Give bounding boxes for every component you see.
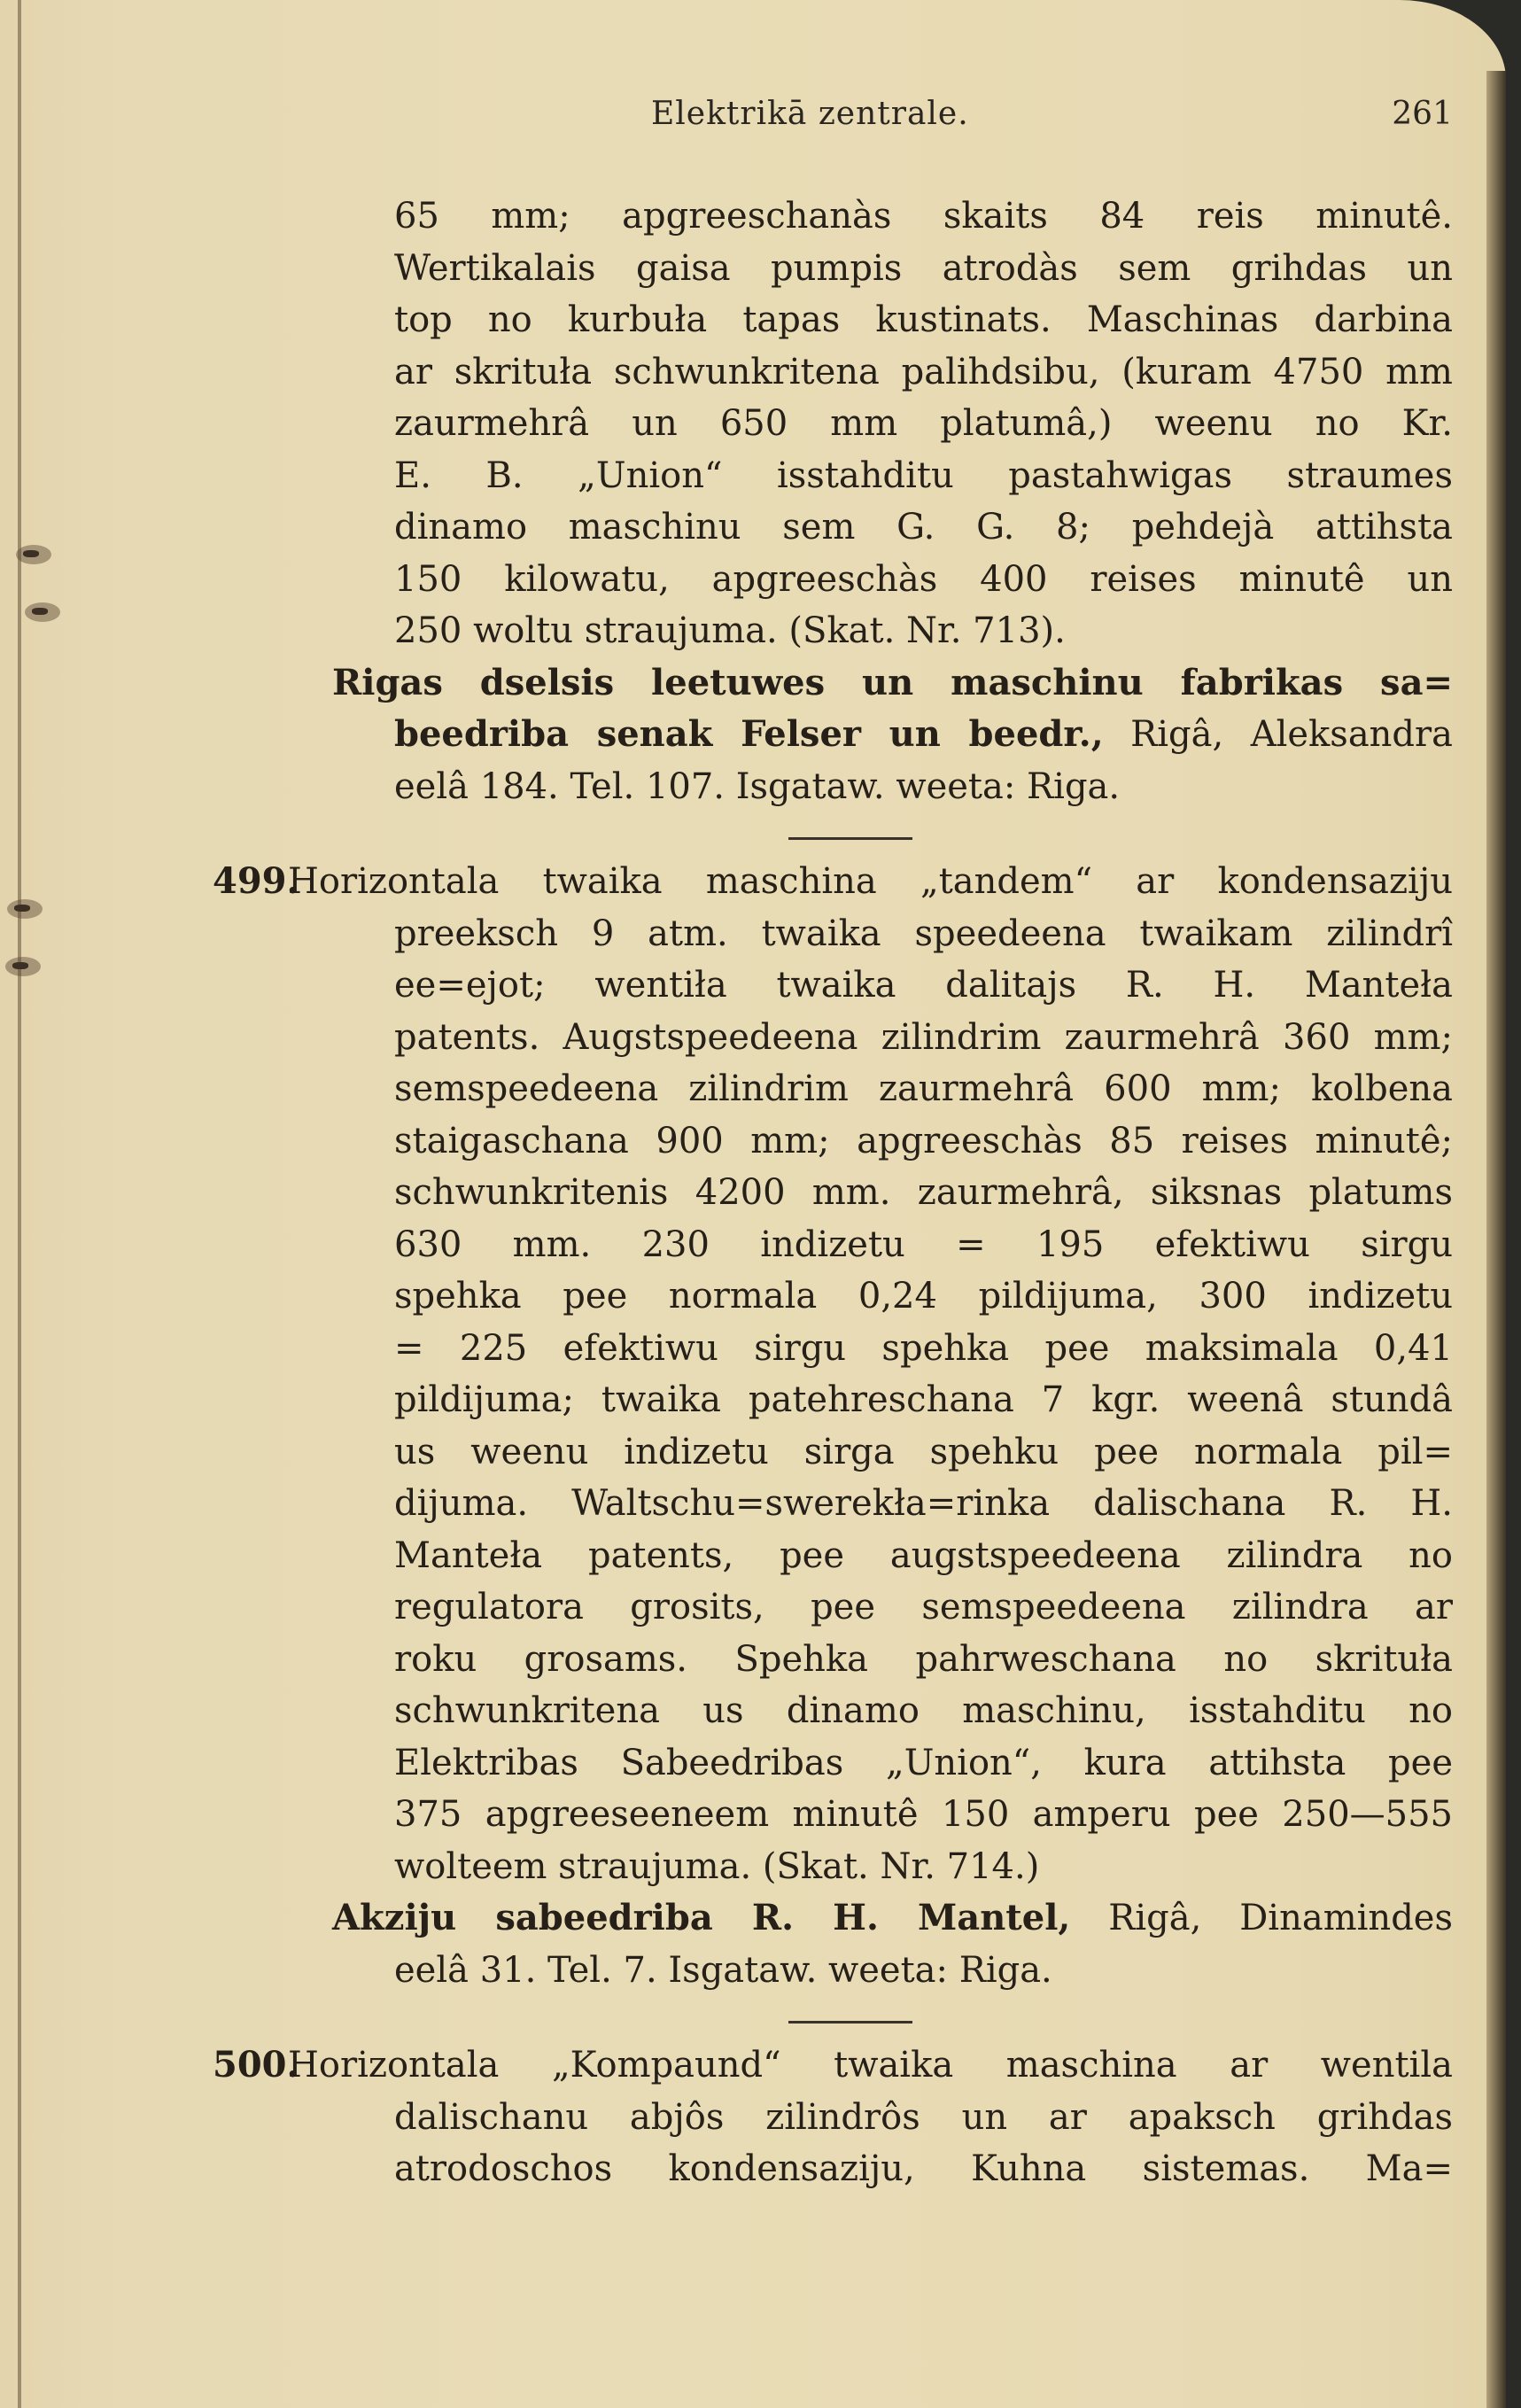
text-line: patents. Augstspeedeena zilindrim zaurmehrâ 360 mm;: [394, 1016, 1453, 1058]
manufacturer-block-2: [213, 1892, 1453, 1996]
manufacturer-name: Akziju sabeedriba R. H. Mantel,: [332, 1897, 1071, 1938]
text-line: 375 apgreeseeneem minutê 150 amperu pee 250—555: [394, 1794, 1453, 1835]
text-line: Elektribas Sabeedribas „Union“, kura attihsta pee: [394, 1742, 1453, 1783]
text-line: 150 kilowatu, apgreeschàs 400 reises minutê un: [394, 558, 1453, 600]
entry-number: 500.: [213, 2044, 299, 2086]
entry-number: 499.: [213, 860, 299, 902]
text-line: preeksch 9 atm. twaika speedeena twaikam zilindrî: [394, 913, 1453, 954]
page-stain: [7, 899, 43, 919]
continuation-paragraph: [213, 190, 1453, 657]
text-line: Manteła patents, pee augstspeedeena zilindra no: [394, 1534, 1453, 1576]
manufacturer-name: Rigas dselsis leetuwes un maschinu fabrikas sa=: [332, 661, 1453, 703]
text-line: dijuma. Waltschu=swerekła=rinka dalischana R. H.: [394, 1483, 1453, 1524]
running-head: [0, 96, 1453, 131]
text-line: staigaschana 900 mm; apgreeschàs 85 reises minutê;: [394, 1120, 1453, 1161]
text-line: 630 mm. 230 indizetu = 195 efektiwu sirgu: [394, 1223, 1453, 1265]
text-line: zaurmehrâ un 650 mm platumâ,) weenu no Kr.: [394, 403, 1453, 444]
text-line: ee=ejot; wentiła twaika dalitajs R. H. Manteła: [394, 965, 1453, 1006]
text-line: E. B. „Union“ isstahditu pastahwigas straumes: [394, 454, 1453, 496]
text-line: semspeedeena zilindrim zaurmehrâ 600 mm; kolbena: [394, 1068, 1453, 1109]
text-line: = 225 efektiwu sirgu spehka pee maksimala 0,41: [394, 1327, 1453, 1369]
text-line: Horizontala „Kompaund“ twaika maschina ar wentila: [288, 2045, 1453, 2086]
section-divider: [788, 837, 912, 840]
text-line: regulatora grosits, pee semspeedeena zilindra ar: [394, 1587, 1453, 1627]
text-line: roku grosams. Spehka pahrweschana no skrituła: [394, 1638, 1453, 1680]
text-line: us weenu indizetu sirga spehku pee normala pil=: [394, 1431, 1453, 1472]
text-line: 65 mm; apgreeschanàs skaits 84 reis minutê.: [394, 196, 1453, 237]
manufacturer-address: Rigâ, Aleksandra: [1103, 714, 1454, 755]
text-line: top no kurbuła tapas kustinats. Maschinas darbina: [394, 299, 1453, 340]
entry-500: [213, 2039, 1453, 2195]
page-stain: [16, 545, 51, 564]
text-line: Wertikalais gaisa pumpis atrodàs sem grihdas un: [394, 247, 1453, 289]
text-line: 250 woltu straujuma. (Skat. Nr. 713).: [394, 610, 1066, 651]
text-line: schwunkritenis 4200 mm. zaurmehrâ, siksnas platums: [394, 1172, 1453, 1213]
running-title: Elektrikā zentrale.: [651, 96, 969, 132]
page-edge: [1486, 71, 1506, 2408]
text-line: wolteem straujuma. (Skat. Nr. 714.): [394, 1845, 1040, 1887]
text-line: atrodoschos kondensaziju, Kuhna sistemas. Ma=: [394, 2148, 1453, 2189]
text-line: ar skrituła schwunkritena palihdsibu, (kuram 4750 mm: [394, 351, 1453, 392]
entry-499: [213, 856, 1453, 1892]
page-number: 261: [1392, 96, 1453, 132]
binding-edge: [18, 0, 21, 2408]
text-line: dalischanu abjôs zilindrôs un ar apaksch grihdas: [394, 2096, 1453, 2138]
page-content: [213, 190, 1453, 2195]
page-stain: [5, 957, 41, 976]
text-line: dinamo maschinu sem G. G. 8; pehdejà attihsta: [394, 507, 1453, 548]
text-line: spehka pee normala 0,24 pildijuma, 300 indizetu: [394, 1276, 1453, 1317]
manufacturer-contact: eelâ 31. Tel. 7. Isgataw. weeta: Riga.: [394, 1949, 1052, 1991]
manufacturer-block-1: [213, 657, 1453, 813]
text-line: Horizontala twaika maschina „tandem“ ar kondensaziju: [288, 861, 1453, 902]
section-divider: [788, 2021, 912, 2023]
manufacturer-address: Rigâ, Dinamindes: [1070, 1898, 1453, 1938]
text-line: schwunkritena us dinamo maschinu, isstahditu no: [394, 1690, 1453, 1731]
text-line: pildijuma; twaika patehreschana 7 kgr. weenâ stundâ: [394, 1379, 1453, 1420]
manufacturer-contact: eelâ 184. Tel. 107. Isgataw. weeta: Riga.: [394, 765, 1121, 807]
manufacturer-name: beedriba senak Felser un beedr.,: [394, 713, 1104, 755]
page-stain: [25, 602, 60, 622]
